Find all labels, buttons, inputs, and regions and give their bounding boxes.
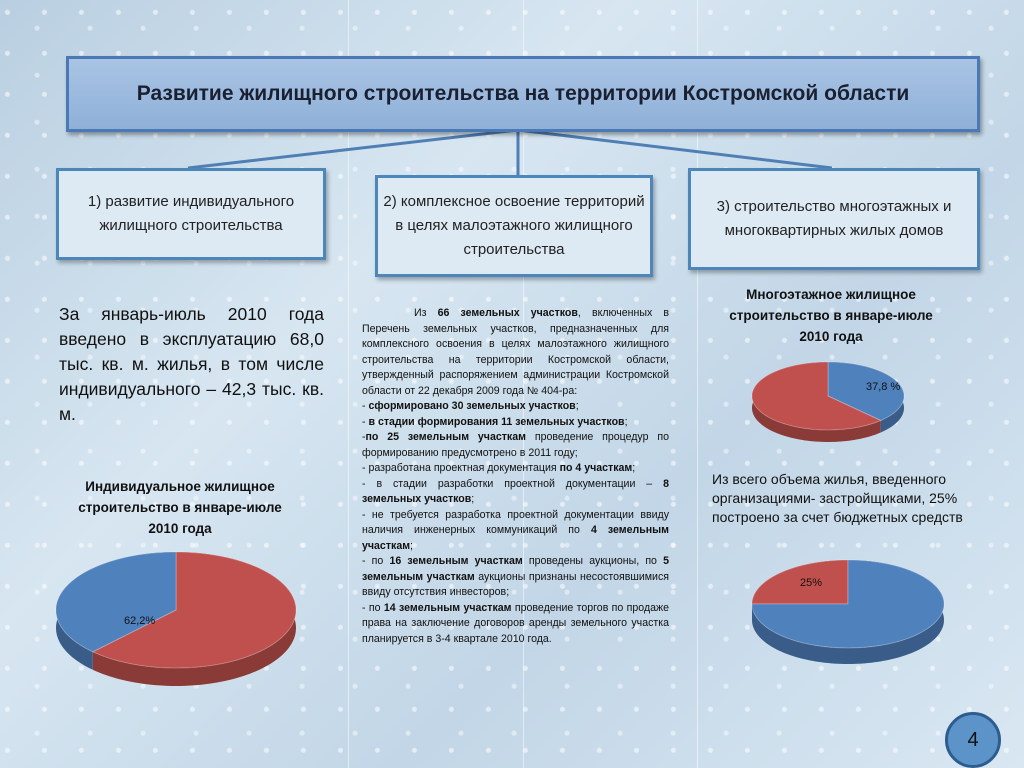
pie-data-label: 25%: [800, 577, 823, 589]
pie-chart-budget: [748, 556, 958, 676]
list-item: - разработана проектная документация по 4 участкам;: [362, 462, 636, 474]
list-item: - по 14 земельным участкам проведение торгов по продаже права на заключение договоров аренды земельного участка планируется в 3-4 квартале 2010 года.: [362, 601, 669, 645]
pie-data-label: 62,2%: [124, 615, 156, 627]
right-chart-title: Многоэтажное жилищное строительство в январе-июле 2010 года: [729, 287, 933, 344]
page-title: Развитие жилищного строительства на территории Костромской области: [66, 56, 980, 132]
pie-chart-individual: [52, 548, 312, 688]
list-item: - в стадии формирования 11 земельных участков;: [362, 415, 628, 428]
list-item: - не требуется разработка проектной документации ввиду наличия инженерных коммуникаций по 4 земельным участкам;: [362, 508, 670, 552]
category-box-multistorey: 3) строительство многоэтажных и многоквартирных жилых домов: [688, 168, 980, 270]
list-item: - по 16 земельным участкам проведены аукционы, по 5 земельным участкам аукционы признаны несостоявшимися ввиду отсутствия инвесторов;: [362, 555, 669, 598]
pie-chart-multistorey: [748, 356, 918, 456]
left-chart-title: Индивидуальное жилищное строительство в январе-июле 2010 года: [78, 479, 282, 536]
list-item: -по 25 земельным участкам проведение процедур по формированию предусмотрено в 2011 году;: [362, 431, 669, 459]
page-number: 4: [945, 712, 1001, 768]
connector-line: [518, 130, 832, 168]
land-plots-text: Из 66 земельных участков, включенных в Перечень земельных участков, предназначенных для комплексного освоения в целях малоэтажного жилищного строительства на территории Костромской области, утвержденный распоряжением администрации Костромской области от 22 декабря 2009 года № 404-ра: - сформировано 30 земельных участков; - в стадии формирования 11 земельных участков; -по 25 земельным участкам проведение процедур по формированию предусмотрено в 2011 году; - разработана проектная документация по 4 участкам; - в стадии разработки проектной документации – 8 земельных участков; - не требуется разработка проектной документации ввиду наличия инженерных коммуникаций по 4 земельным участкам; - по 16 земельным участкам проведены аукционы, по 5 земельным участкам аукционы признаны несостоявшимися ввиду отсутствия инвесторов; - по 14 земельным участкам проведение торгов по продаже права на заключение договоров аренды земельного участка планируется в 3-4 квартале 2010 года.: [362, 306, 669, 647]
connector-line: [188, 130, 518, 168]
budget-note: Из всего объема жилья, введенного организациями- застройщиками, 25% построено за счет бюджетных средств: [712, 471, 963, 525]
pie-data-label: 37,8 %: [866, 381, 901, 393]
category-box-complex: 2) комплексное освоение территорий в целях малоэтажного жилищного строительства: [375, 175, 653, 277]
summary-text: За январь-июль 2010 года введено в эксплуатацию 68,0 тыс. кв. м. жилья, в том числе индивидуального – 42,3 тыс. кв. м.: [59, 304, 324, 424]
category-box-individual: 1) развитие индивидуального жилищного строительства: [56, 168, 326, 260]
list-item: - сформировано 30 земельных участков;: [362, 400, 579, 412]
list-item: - в стадии разработки проектной документации – 8 земельных участков;: [362, 477, 669, 505]
